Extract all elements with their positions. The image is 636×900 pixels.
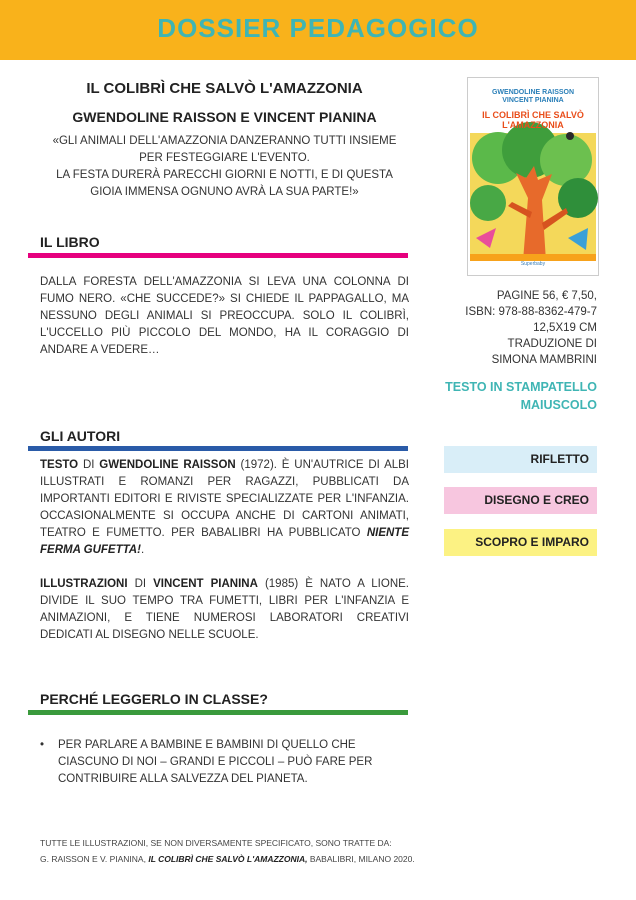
cover-publisher: Superbaby — [520, 261, 546, 267]
cover-title: IL COLIBRÌ CHE SALVÒ L'AMAZZONIA — [482, 110, 584, 130]
book-details — [440, 288, 597, 368]
quote-line: LA FESTA DURERÀ PARECCHI GIORNI E NOTTI, E DI QUESTA — [56, 169, 393, 181]
book-translation-label: TRADUZIONE DI — [507, 338, 597, 350]
book-size: 12,5X19 CM — [533, 322, 597, 334]
list-item-text: PER PARLARE A BAMBINE E BAMBINI DI QUELLO CHE CIASCUNO DI NOI – GRANDI E PICCOLI – PUÒ FARE PER CONTRIBUIRE ALLA SALVEZZA DEL PIANETA. — [58, 739, 373, 785]
header-banner — [0, 0, 636, 60]
bullet-icon: • — [40, 739, 45, 751]
book-summary: DALLA FORESTA DELL'AMAZZONIA SI LEVA UNA COLONNA DI FUMO NERO. «CHE SUCCEDE?» SI CHIEDE IL PAPPAGALLO, MA NESSUNO DEGLI ANIMALI SI PREOCCUPA. SOLO IL COLIBRÌ, L'UCCELLO PIÙ PICCOLO DEL MONDO, HA IL CORAGGIO DI ANDARE A VEDERE… — [40, 276, 409, 356]
cover-authors: GWENDOLINE RAISSON VINCENT PIANINA — [491, 89, 575, 104]
footer-credits — [40, 835, 415, 867]
book-quote — [40, 133, 409, 201]
tag-scopro-e-imparo: SCOPRO E IMPARO — [444, 529, 597, 556]
book-pages-price: PAGINE 56, € 7,50, — [496, 290, 597, 302]
author-bio: TESTO DI GWENDOLINE RAISSON (1972). È UN'AUTRICE DI ALBI ILLUSTRATI E ROMANZI PER RAGAZZI, PUBBLICATI DA IMPORTANTI EDITORI E RIVISTE SPECIALIZZATE PER L'INFANZIA. OCCASIONALMENTE SI OCCUPA ANCHE DI CARTONI ANIMATI, TEATRO E FUMETTO. PER BABALIBRI HA PUBBLICATO NIENTE FERMA GUFETTA!. — [40, 459, 409, 556]
section-divider — [28, 710, 408, 715]
tag-rifletto: RIFLETTO — [444, 446, 597, 473]
quote-line: GIOIA IMMENSA OGNUNO AVRÀ LA SUA PARTE!» — [90, 186, 359, 198]
book-isbn: ISBN: 978-88-8362-479-7 — [465, 306, 597, 318]
quote-line: PER FESTEGGIARE L'EVENTO. — [139, 152, 310, 164]
book-translator: SIMONA MAMBRINI — [491, 354, 597, 366]
footer-line: G. RAISSON E V. PIANINA, IL COLIBRÌ CHE SALVÒ L'AMAZZONIA, BABALIBRI, MILANO 2020. — [40, 854, 415, 864]
book-cover — [467, 77, 599, 276]
footer-line: TUTTE LE ILLUSTRAZIONI, SE NON DIVERSAMENTE SPECIFICATO, SONO TRATTE DA: — [40, 838, 392, 848]
book-authors: GWENDOLINE RAISSON E VINCENT PIANINA — [72, 109, 377, 125]
cover-illustration — [468, 78, 598, 275]
section-title-perche: PERCHÉ LEGGERLO IN CLASSE? — [40, 691, 268, 707]
page-title: DOSSIER PEDAGOGICO — [157, 13, 479, 43]
tag-disegno-e-creo: DISEGNO E CREO — [444, 487, 597, 514]
font-note: TESTO IN STAMPATELLO MAIUSCOLO — [445, 380, 597, 412]
section-divider — [28, 446, 408, 451]
book-title: IL COLIBRÌ CHE SALVÒ L'AMAZZONIA — [86, 80, 363, 97]
illustrator-bio: ILLUSTRAZIONI DI VINCENT PIANINA (1985) È NATO A LIONE. DIVIDE IL SUO TEMPO TRA FUMETTI, LIBRI PER L'INFANZIA E ANIMAZIONI, E TIENE NUMEROSI LABORATORI CREATIVI DEDICATI AL DISEGNO NELLE SCUOLE. — [40, 578, 409, 641]
quote-line: «GLI ANIMALI DELL'AMAZZONIA DANZERANNO TUTTI INSIEME — [52, 135, 397, 147]
section-title-libro: IL LIBRO — [40, 234, 100, 250]
section-title-autori: GLI AUTORI — [40, 428, 121, 444]
section-divider — [28, 253, 408, 258]
